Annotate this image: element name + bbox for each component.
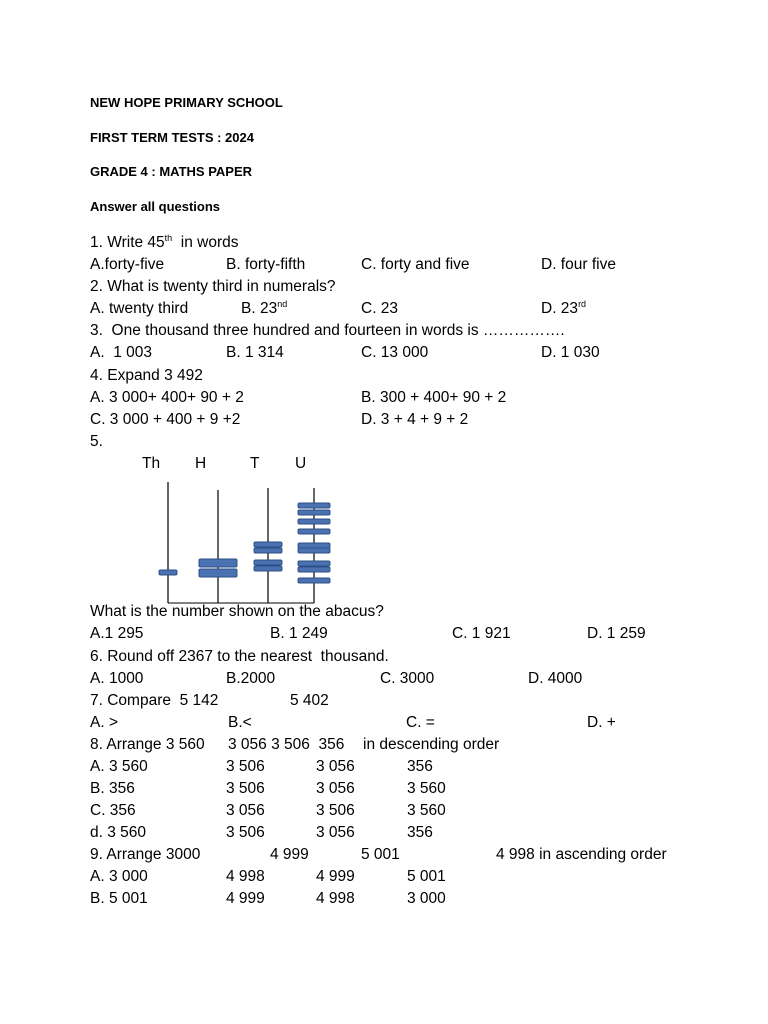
q9-stem-n2: 4 999 [270,846,309,863]
q7-stem-right: 5 402 [290,692,329,709]
q8-row-b-c3: 3 056 [316,780,355,797]
q2-option-d-sup: rd [578,299,587,309]
q6-option-c: C. 3000 [380,670,435,687]
q5-stem: What is the number shown on the abacus? [90,603,384,620]
q2-stem: 2. What is twenty third in numerals? [90,278,336,295]
q3-stem: 3. One thousand three hundred and fourteen in words is ……………. [90,322,565,339]
abacus-bead-units-7 [298,561,330,566]
q2-option-b-sup: nd [277,299,288,309]
q1-option-b: B. forty-fifth [226,256,306,273]
q9-stem: 9. Arrange 3000 [90,846,201,863]
q6-option-d: D. 4000 [528,670,583,687]
abacus-header-u: U [295,455,307,472]
q8-row-b-c2: 3 506 [226,780,265,797]
q9-row-a-c2: 4 998 [226,868,265,885]
q6-stem: 6. Round off 2367 to the nearest thousand. [90,648,389,665]
q2-option-b-text: B. 23 [241,300,278,317]
q8-stem-tail: in descending order [363,736,500,753]
abacus-bead-units-2 [298,510,330,515]
q7-option-a: A. > [90,714,119,731]
q9-row-a-c3: 4 999 [316,868,355,885]
q8-row-b-c1: B. 356 [90,780,135,797]
abacus-bead-units-8 [298,567,330,572]
q7-stem: 7. Compare 5 142 [90,692,219,709]
q9-row-b-c1: B. 5 001 [90,890,148,907]
abacus-header-t: T [250,455,260,472]
q8-row-a-c3: 3 056 [316,758,355,775]
q5-option-a: A.1 295 [90,625,144,642]
q9-stem-tail: 4 998 in ascending order [496,846,667,863]
term-title: FIRST TERM TESTS : 2024 [90,130,254,145]
q1-stem-tail: in words [172,234,239,251]
abacus-bead-tens-4 [254,566,282,571]
abacus-header-th: Th [142,455,161,472]
q8-row-a-c1: A. 3 560 [90,758,148,775]
q7-option-b: B.< [228,714,252,731]
abacus-bead-units-1 [298,503,330,508]
q9-row-b-c3: 4 998 [316,890,355,907]
q1-option-c: C. forty and five [361,256,470,273]
q7-option-c: C. = [406,714,435,731]
q9-row-a-c1: A. 3 000 [90,868,148,885]
q1-option-a: A.forty-five [90,256,165,273]
abacus-bead-units-9 [298,578,330,583]
q9-row-b-c2: 4 999 [226,890,265,907]
abacus-bead-hundreds-2 [199,569,237,577]
q8-stem: 8. Arrange 3 560 [90,736,205,753]
q8-row-c-c3: 3 506 [316,802,355,819]
q8-row-c-c2: 3 056 [226,802,265,819]
q3-option-b: B. 1 314 [226,344,284,361]
abacus-bead-tens-2 [254,548,282,553]
abacus-bead-units-5 [298,543,330,548]
q9-stem-n3: 5 001 [361,846,400,863]
q1-superscript: th [164,233,173,243]
abacus-bead-tens-3 [254,560,282,565]
q8-row-d-c4: 356 [407,824,433,841]
q4-option-b: B. 300 + 400+ 90 + 2 [361,389,507,406]
q1-stem-text: 1. Write 45 [90,234,165,251]
q3-option-d: D. 1 030 [541,344,600,361]
q3-option-a: A. 1 003 [90,344,153,361]
q4-option-d: D. 3 + 4 + 9 + 2 [361,411,469,428]
q8-row-a-c4: 356 [407,758,433,775]
abacus-bead-units-3 [298,519,330,524]
q2-option-a: A. twenty third [90,300,189,317]
q5-option-c: C. 1 921 [452,625,511,642]
q8-row-c-c1: C. 356 [90,802,136,819]
q6-option-b: B.2000 [226,670,276,687]
q5-option-b: B. 1 249 [270,625,328,642]
q6-option-a: A. 1000 [90,670,144,687]
q2-option-d-text: D. 23 [541,300,579,317]
paper-title: GRADE 4 : MATHS PAPER [90,164,253,179]
q8-row-d-c1: d. 3 560 [90,824,147,841]
q4-option-a: A. 3 000+ 400+ 90 + 2 [90,389,244,406]
q4-stem: 4. Expand 3 492 [90,367,203,384]
abacus-bead-hundreds-1 [199,559,237,567]
abacus-header-h: H [195,455,207,472]
q9-row-b-c4: 3 000 [407,890,446,907]
abacus-bead-tens-1 [254,542,282,547]
q1-option-d: D. four five [541,256,616,273]
q8-stem-numbers: 3 056 3 506 356 [228,736,345,753]
q5-number: 5. [90,433,103,450]
q8-row-d-c3: 3 056 [316,824,355,841]
instruction: Answer all questions [90,199,221,214]
q3-option-c: C. 13 000 [361,344,429,361]
q8-row-a-c2: 3 506 [226,758,265,775]
q8-row-b-c4: 3 560 [407,780,446,797]
q4-option-c: C. 3 000 + 400 + 9 +2 [90,411,241,428]
q5-option-d: D. 1 259 [587,625,646,642]
q9-row-a-c4: 5 001 [407,868,446,885]
abacus-bead-units-4 [298,529,330,534]
school-name: NEW HOPE PRIMARY SCHOOL [90,95,283,110]
abacus-bead-thousands-1 [159,570,177,575]
q7-option-d: D. + [587,714,616,731]
q2-option-c: C. 23 [361,300,399,317]
abacus-bead-units-6 [298,548,330,553]
q8-row-d-c2: 3 506 [226,824,265,841]
q8-row-c-c4: 3 560 [407,802,446,819]
